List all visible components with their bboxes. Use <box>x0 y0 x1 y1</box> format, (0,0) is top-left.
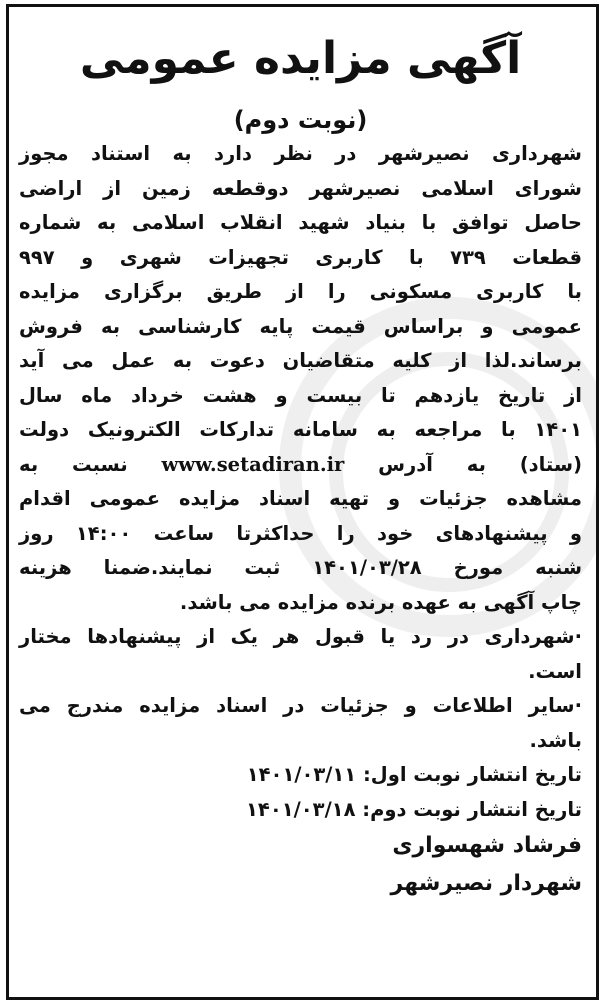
notice-title: آگهی مزایده عمومی <box>79 33 522 84</box>
body-line: عمومی و براساس قیمت پایه کارشناسی به فروش <box>19 314 582 338</box>
notice-subtitle: (نوبت دوم) <box>233 106 368 134</box>
website-prefix: (ستاد) به آدرس <box>378 452 582 476</box>
body-line: شهرداری نصیرشهر در نظر دارد به استناد مجوز <box>19 142 582 165</box>
notice-frame <box>6 4 599 1000</box>
body-line: مشاهده جزئیات و تهیه اسناد مزایده عمومی اقدام <box>19 487 582 510</box>
notice-content <box>9 33 596 903</box>
body-line: شورای اسلامی نصیرشهر دوقطعه زمین از اراضی <box>19 176 582 200</box>
signer-name: فرشاد شهسواری <box>392 833 582 858</box>
body-line: با کاربری مسکونی را از طریق برگزاری مزایده <box>19 280 582 303</box>
body-line: ۱۴۰۱ با مراجعه به سامانه تدارکات الکترونیک دولت <box>19 418 582 441</box>
website-line <box>19 448 582 483</box>
note-line: ·سایر اطلاعات و جزئیات در اسناد مزایده مندرج می <box>19 694 582 717</box>
note-line: ·شهرداری در رد یا قبول هر یک از پیشنهادها مختار <box>19 625 582 648</box>
body-line: و پیشنهادهای خود را حداکثرتا ساعت ۱۴:۰۰ روز <box>19 521 582 545</box>
signer-title: شهردار نصیرشهر <box>390 871 582 896</box>
body-line: شنبه مورخ ۱۴۰۱/۰۳/۲۸ ثبت نمایند.ضمنا هزینه <box>19 556 583 579</box>
note-line: است. <box>528 659 582 683</box>
body-line: چاپ آگهی به عهده برنده مزایده می باشد. <box>179 590 582 614</box>
publish-date-first: تاریخ انتشار نوبت اول: ۱۴۰۱/۰۳/۱۱ <box>246 763 582 786</box>
website-suffix: نسبت به <box>19 452 128 476</box>
publish-date-second: تاریخ انتشار نوبت دوم: ۱۴۰۱/۰۳/۱۸ <box>246 797 582 821</box>
note-line: باشد. <box>529 728 582 752</box>
body-line: قطعات ۷۳۹ با کاربری تجهیزات شهری و ۹۹۷ <box>19 245 582 269</box>
website-link[interactable]: www.setadiran.ir <box>161 452 345 476</box>
body-line: حاصل توافق با بنیاد شهید انقلاب اسلامی به شماره <box>19 211 582 234</box>
body-line: از تاریخ یازدهم تا بیست و هشت خرداد ماه سال <box>19 383 582 407</box>
body-line: برساند.لذا از کلیه متقاضیان دعوت به عمل می آید <box>19 349 582 372</box>
